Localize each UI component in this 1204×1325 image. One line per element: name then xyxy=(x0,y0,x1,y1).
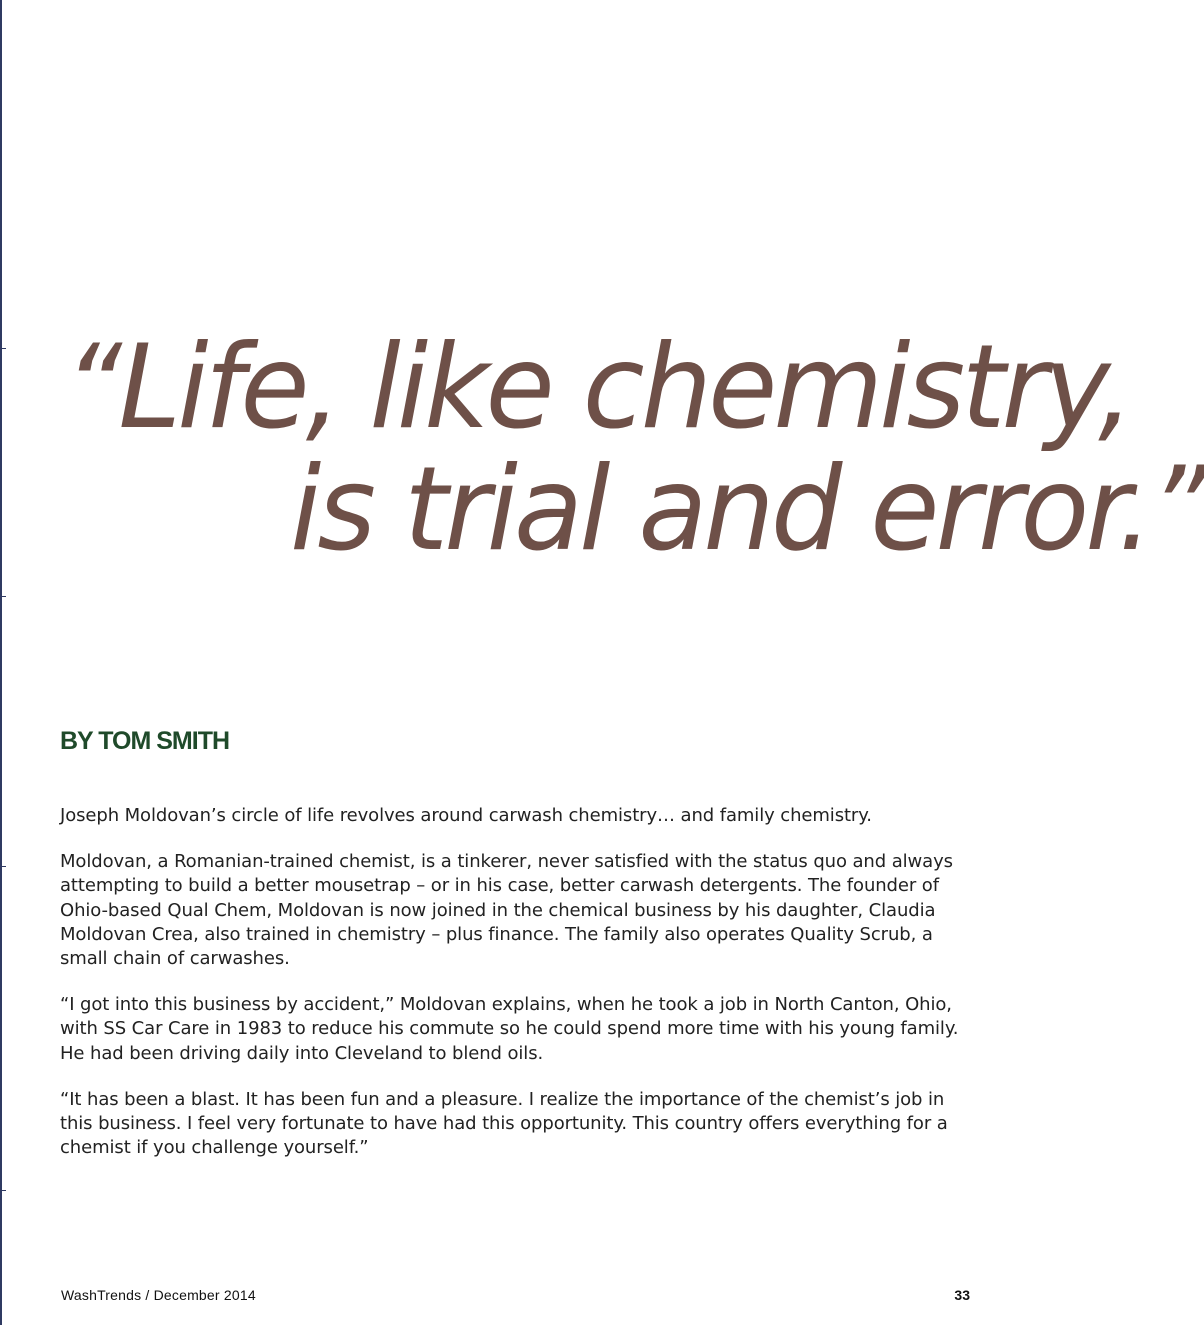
pull-quote-line-2: is trial and error.” xyxy=(290,442,1204,577)
footer-publication: WashTrends / December 2014 xyxy=(61,1287,256,1303)
article-paragraph-1: Joseph Moldovan’s circle of life revolves around carwash chemistry… and family chemistry. xyxy=(60,805,872,826)
article-paragraph-3: “I got into this business by accident,” Moldovan explains, when he took a job in North Canton, Ohio, with SS Car Care in 1983 to reduce his commute so he could spend more time with his young family. He had been driving daily into Cleveland to blend oils. xyxy=(60,994,959,1064)
article-paragraph-4: “It has been a blast. It has been fun and a pleasure. I realize the importance of the chemist’s job in this business. I feel very fortunate to have had this opportunity. This country offers everything for a chemist if you challenge yourself.” xyxy=(60,1088,948,1159)
article-paragraph-2: Moldovan, a Romanian-trained chemist, is a tinkerer, never satisfied with the status quo and always attempting to build a better mousetrap – or in his case, better carwash detergents. The founder of Ohio-based Qual Chem, Moldovan is now joined in the chemical business by his daughter, Claudia Moldovan Crea, also trained in chemistry – plus finance. The family also operates Quality Scrub, a small chain of carwashes. xyxy=(60,851,953,970)
article-body xyxy=(60,804,975,1182)
page-edge-tick xyxy=(0,866,6,867)
page-edge-tick xyxy=(0,1190,6,1191)
byline: BY TOM SMITH xyxy=(60,727,230,755)
footer-page-number: 33 xyxy=(954,1287,970,1303)
pull-quote xyxy=(0,0,1204,600)
pull-quote-line-1: “Life, like chemistry, xyxy=(64,320,1130,455)
